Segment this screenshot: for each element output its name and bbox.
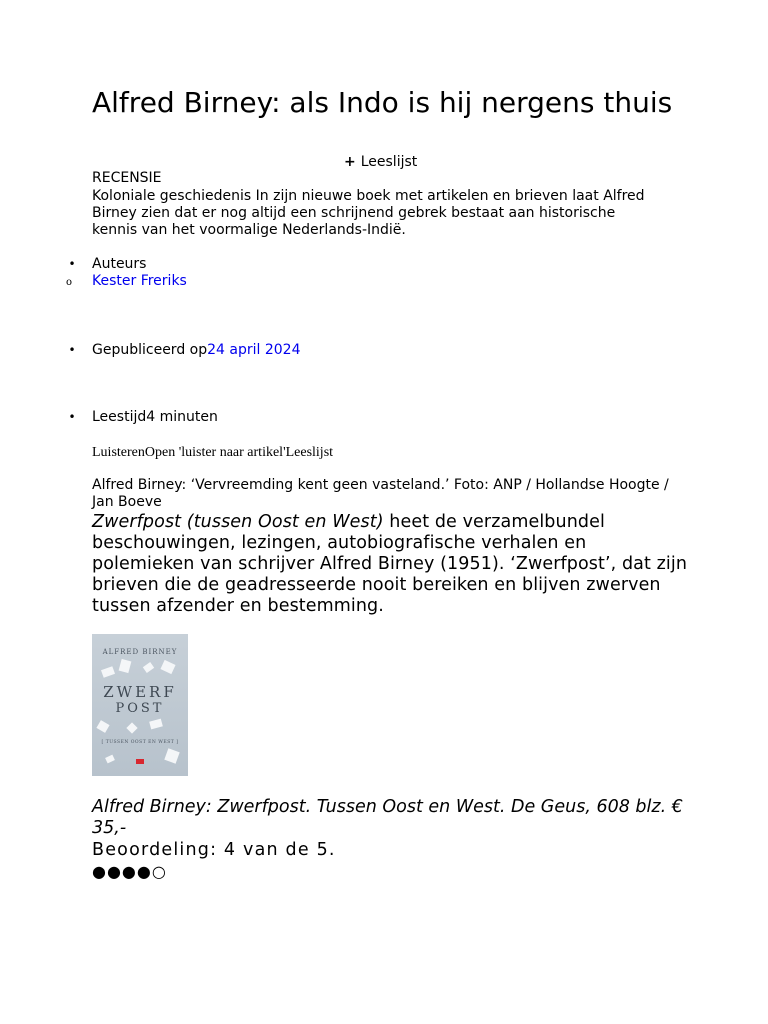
paper-shape (101, 666, 115, 678)
player-reading-list-button[interactable]: Leeslijst (285, 445, 334, 460)
paper-shape (143, 662, 154, 673)
paper-shape (126, 722, 137, 733)
publisher-logo (136, 759, 144, 764)
author-link[interactable]: Kester Freriks (92, 273, 187, 289)
paper-shape (149, 719, 163, 730)
bullet-icon: • (68, 410, 76, 424)
readtime-value: 4 minuten (146, 409, 218, 425)
plus-icon: + (344, 154, 356, 170)
paper-shape (105, 755, 115, 764)
paper-shape (96, 720, 109, 733)
cover-subtitle: [ TUSSEN OOST EN WEST ] (101, 740, 179, 745)
paper-shape (119, 659, 132, 673)
intro-text: heet de verzamelbundel beschouwingen, lezingen, autobiografische verhalen en polemieken van schrijver Alfred Birney (1951). ‘Zwerfpost’, dat zijn brieven die de geadresseerde nooit bereiken en blijven zwerven tussen afzender en bestemming. (92, 512, 688, 616)
article-kicker: RECENSIE (92, 170, 162, 186)
book-details: Alfred Birney: Zwerfpost. Tussen Oost en West. De Geus, 608 blz. € 35,- (92, 797, 683, 838)
book-cover-image (92, 634, 188, 776)
cover-title-line2: POST (115, 701, 165, 716)
published-date-link[interactable]: 24 april 2024 (207, 342, 301, 358)
sub-bullet-icon: o (66, 277, 73, 288)
article-lead: Koloniale geschiedenis In zijn nieuwe boek met artikelen en brieven laat Alfred Birney zien dat er nog altijd een schrijnend gebrek bestaat aan historische kennis van het voormalige Nederlands-Indië. (92, 188, 645, 238)
audio-player-bar (92, 444, 333, 461)
article-title: Alfred Birney: als Indo is hij nergens thuis (92, 86, 673, 119)
cover-author: ALFRED BIRNEY (102, 648, 178, 656)
authors-label: Auteurs (92, 256, 147, 272)
photo-caption: Alfred Birney: ‘Vervreemding kent geen vasteland.’ Foto: ANP / Hollandse Hoogte / Jan Boeve (92, 477, 669, 510)
readtime-item (68, 409, 218, 426)
published-item (68, 342, 301, 359)
paper-shape (164, 748, 179, 763)
open-listen-button[interactable]: Open 'luister naar artikel' (144, 445, 286, 460)
bullet-icon: • (68, 343, 76, 357)
bullet-icon: • (68, 257, 76, 271)
author-item (66, 273, 187, 290)
rating-text: Beoordeling: 4 van de 5. (92, 840, 336, 860)
reading-list-label: Leeslijst (360, 154, 418, 170)
book-title-emphasis: Zwerfpost (tussen Oost en West) (92, 512, 384, 532)
authors-item (68, 256, 147, 273)
article-intro (92, 512, 692, 617)
paper-shape (160, 660, 175, 674)
listen-button[interactable]: Luisteren (92, 445, 145, 460)
readtime-label: Leestijd (92, 409, 147, 425)
published-label: Gepubliceerd op (92, 342, 208, 358)
add-to-reading-list-button[interactable] (344, 153, 417, 171)
cover-title-line1: ZWERF (103, 683, 177, 701)
rating-stars: ●●●●○ (92, 862, 167, 881)
